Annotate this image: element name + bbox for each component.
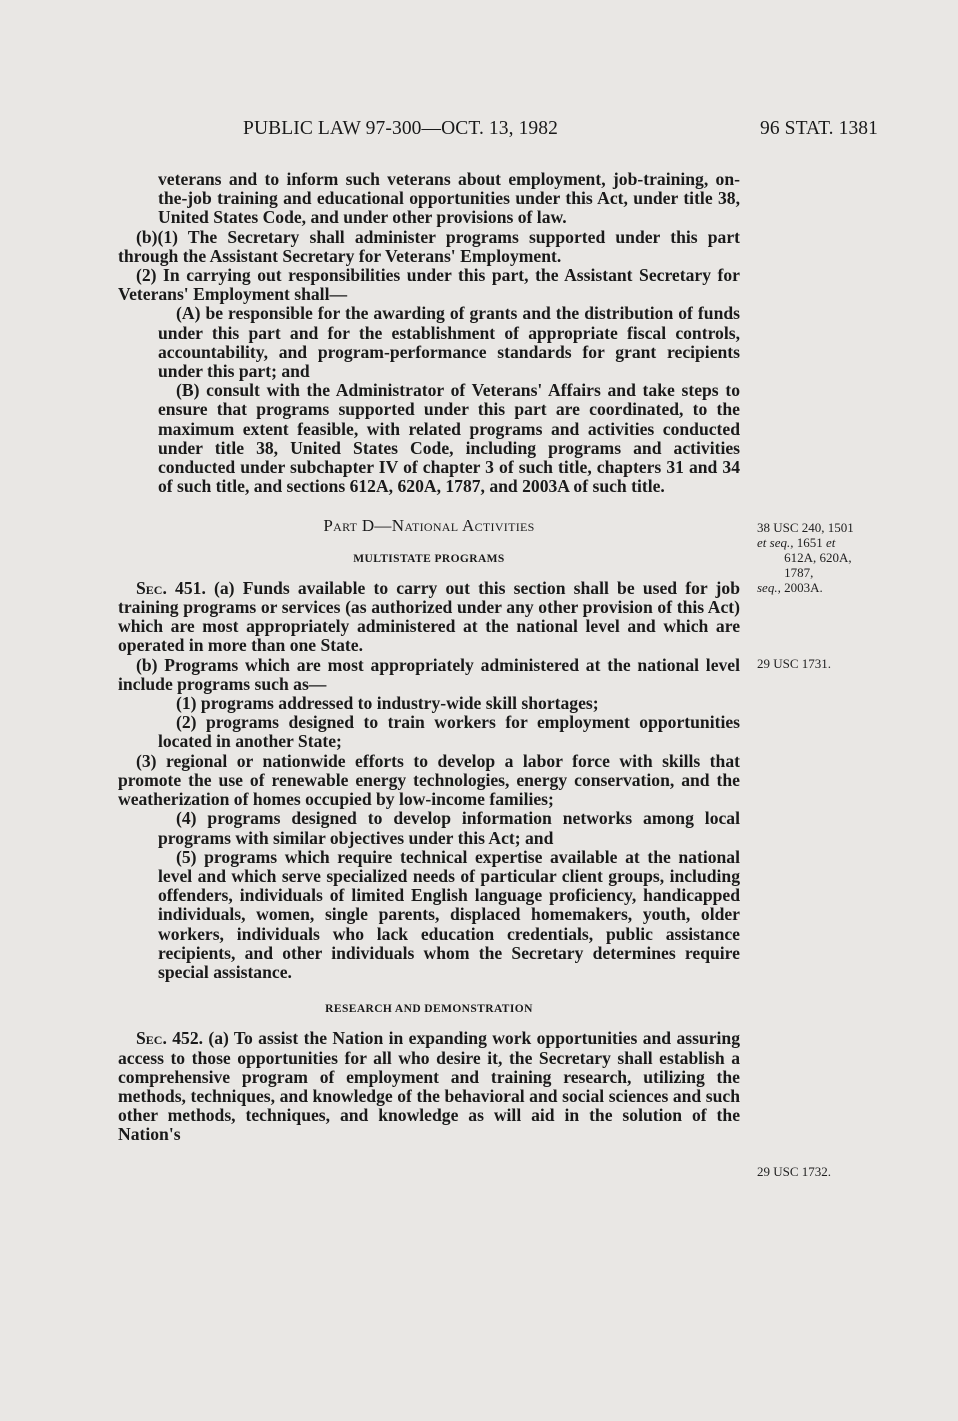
- section-452-a: [118, 1029, 740, 1144]
- list-item: (1) programs addressed to industry-wide skill shortages;: [176, 693, 599, 714]
- subparagraph-a: (A) be responsible for the awarding of grants and the distribution of funds under this part and for the establishment of appropriate fiscal controls, accountability, and program-performance standards for grant recipients under this part; and: [158, 303, 740, 382]
- statute-page-number: 96 STAT. 1381: [759, 118, 878, 139]
- body-text: [118, 170, 740, 1145]
- section-452-a-text: 452. (a) To assist the Nation in expanding work opportunities and assuring access to those opportunities for all who desire it, the Secretary shall establish a comprehensive program of employment and training research, utilizing the methods, techniques, and knowledge of the behavioral and social sciences and such other methods, techniques, and knowledge as will aid in the solution of the Nation's: [118, 1028, 740, 1145]
- margin-citation-text: seq.,: [757, 580, 781, 595]
- list-item: (5) programs which require technical expertise available at the national level and which serve specialized needs of particular client groups, including offenders, individuals of limited English language proficiency, handicapped individuals, women, single parents, displaced homemakers, youth, older workers, individuals who lack education credentials, public assistance recipients, and other individuals whom the Secretary determines require special assistance.: [158, 846, 740, 982]
- list-item: (3) regional or nationwide efforts to develop a labor force with skills that promote the use of renewable energy technologies, energy conservation, and the weatherization of homes occupied by low-income families;: [118, 750, 740, 810]
- section-heading-research: RESEARCH AND DEMONSTRATION: [325, 1003, 533, 1016]
- subparagraph-b: (B) consult with the Administrator of Veterans' Affairs and take steps to ensure that programs supported under this part are coordinated, to the maximum extent feasible, with related programs and activities conducted under title 38, United States Code, including programs and activities conducted under subchapter IV of chapter 3 of such title, chapters 31 and 34 of such title, and sections 612A, 620A, 1787, and 2003A of such title.: [158, 380, 740, 497]
- sec-label: Sec.: [136, 1028, 167, 1049]
- list-item: (4) programs designed to develop information networks among local programs with similar objectives under this Act; and: [158, 808, 740, 848]
- margin-citation-text: 1651: [796, 535, 823, 550]
- margin-citation-text: et seq.,: [757, 535, 794, 550]
- list-item: (2) programs designed to train workers for employment opportunities located in another State;: [158, 712, 740, 752]
- margin-citation-text: 612A, 620A, 1787, 2003A.: [784, 550, 852, 595]
- margin-citation-3: 29 USC 1732.: [757, 1164, 832, 1179]
- margin-citation-1: [757, 520, 897, 595]
- subsection-b2: (2) In carrying out responsibilities under this part, the Assistant Secretary for Veterans' Employment shall—: [118, 265, 740, 305]
- section-heading-multistate: MULTISTATE PROGRAMS: [353, 552, 505, 565]
- subsection-b1: (b)(1) The Secretary shall administer programs supported under this part through the Assistant Secretary for Veterans' Employment.: [118, 226, 740, 266]
- section-451-b: (b) Programs which are most appropriately administered at the national level include programs such as—: [118, 654, 740, 694]
- margin-citation-2: 29 USC 1731.: [757, 656, 832, 671]
- part-title-text: Part D—National Activities: [323, 516, 535, 536]
- margin-citation-text: 38 USC 240, 1501: [757, 520, 854, 535]
- part-title: [118, 516, 740, 535]
- running-title: PUBLIC LAW 97-300—OCT. 13, 1982: [243, 118, 558, 139]
- section-451-a-text: 451. (a) Funds available to carry out this section shall be used for job training programs or services (as authorized under any other provision of this Act) which are most appropriately administered at the national level and which are operated in more than one State.: [118, 577, 740, 656]
- page-header: [118, 118, 878, 146]
- continued-paragraph: veterans and to inform such veterans about employment, job-training, on-the-job training and educational opportunities under this Act, under title 38, United States Code, and under other provisions of law.: [158, 169, 740, 228]
- margin-citation-text: et: [825, 535, 836, 550]
- sec-label: Sec.: [136, 577, 167, 598]
- section-451-a: [118, 579, 740, 656]
